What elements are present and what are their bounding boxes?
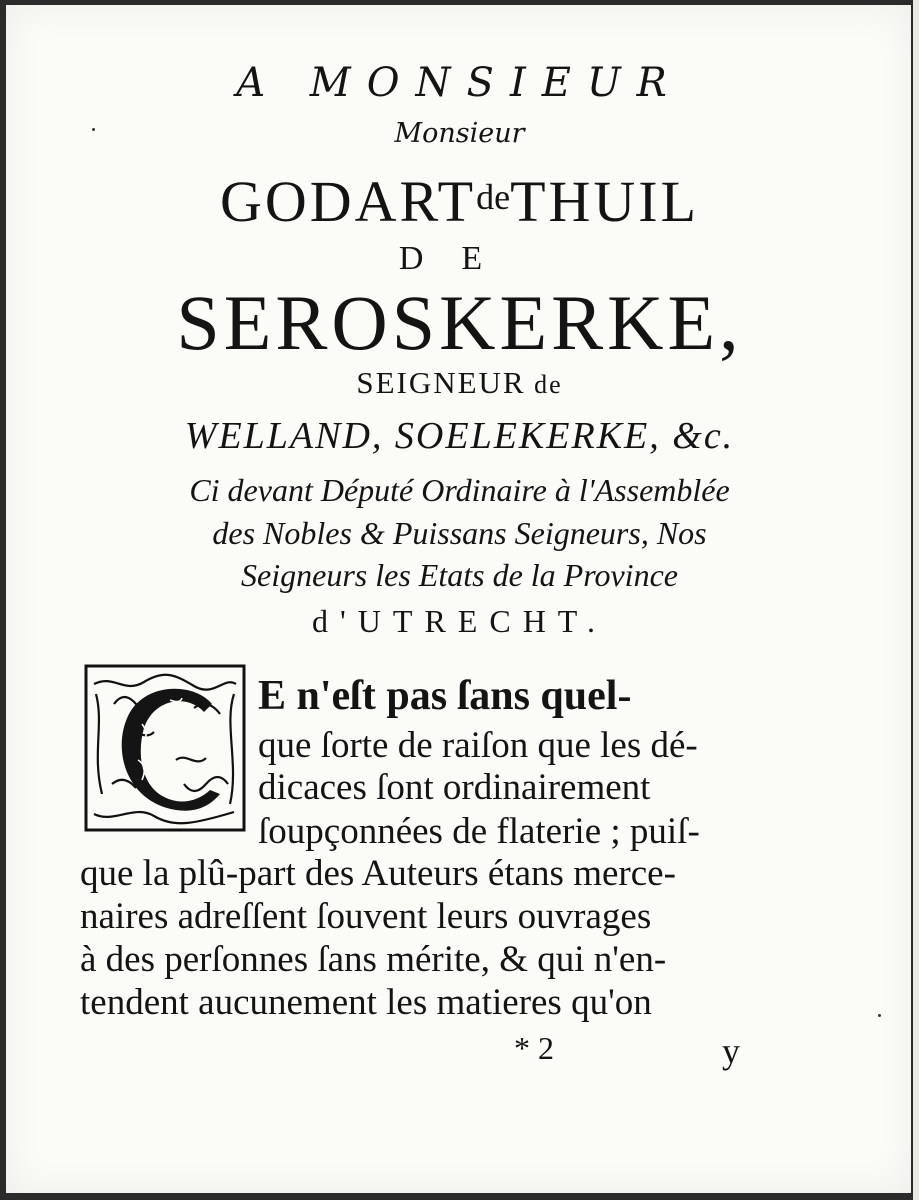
dedicatee-particle: DE xyxy=(398,240,521,277)
dedication-heading: A MONSIEUR xyxy=(236,60,683,106)
dedicatee-title: SEIGNEUR de xyxy=(356,365,563,400)
dedicatee-province: d'UTRECHT. xyxy=(312,603,607,639)
dedicatee-lordships: WELLAND, SOELEKERKE, &c. xyxy=(184,415,735,457)
body-line: à des perſonnes ſans mérite, & qui n'en- xyxy=(80,939,667,980)
body-line: que ſorte de raiſon que les dé- xyxy=(258,725,698,766)
body-line: que la plû-part des Auteurs étans merce- xyxy=(80,853,676,894)
dedicatee-office-line2: des Nobles & Puissans Seigneurs, Nos xyxy=(212,515,707,551)
body-line: dicaces ſont ordinairement xyxy=(258,767,651,808)
body-line: E n'eſt pas ſans quel- xyxy=(258,673,632,719)
dedication-salutation: Monsieur xyxy=(394,118,525,149)
ink-speck xyxy=(878,1014,881,1017)
dedicatee-name: $GODART^{de}THUIL$ xyxy=(219,169,700,234)
decorated-initial-c-icon xyxy=(84,664,246,832)
dedicatee-office-line1: Ci devant Député Ordinaire à l'Assemblée xyxy=(189,472,730,508)
signature-mark: * 2 xyxy=(514,1030,554,1066)
catchword: y xyxy=(722,1031,740,1071)
body-line: ſoupçonnées de flaterie ; puiſ- xyxy=(258,811,700,852)
decorated-initial xyxy=(84,664,246,832)
dedicatee-surname: SEROSKERKE, xyxy=(176,279,743,366)
body-line: naires adreſſent ſouvent leurs ouvrages xyxy=(80,896,652,937)
dedicatee-office-line3: Seigneurs les Etats de la Province xyxy=(241,557,678,593)
body-line: tendent aucunement les matieres qu'on xyxy=(80,982,652,1023)
